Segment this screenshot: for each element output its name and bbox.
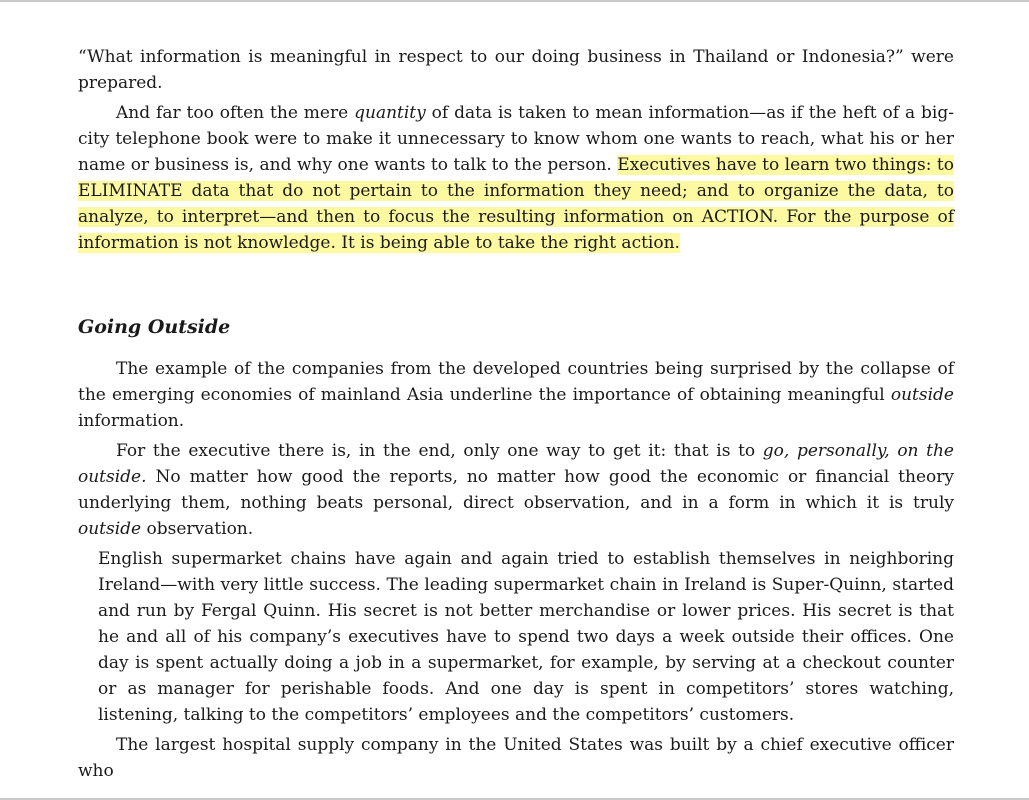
paragraph-text: English supermarket chains have again and again tried to establish themselves in neighboring Ireland—with very little success. The leading supermarket chain in Ireland is Super-Quinn, started and run by Fergal Quinn. His secret is not better merchandise or lower prices. His secret is that he and all of his company’s executives have to spend two days a week outside their offices. One day is spent actually doing a job in a supermarket, for example, by serving at a checkout counter or as manager for perishable foods. And one day is spent in competitors’ stores watching, listening, talking to the competitors’ employees and the competitors’ customers. — [98, 549, 954, 725]
paragraph-go-outside — [78, 438, 954, 542]
paragraph-asia-example — [78, 356, 954, 434]
paragraph-text: No matter how good the reports, no matter how good the economic or financial theory underlying them, nothing beats personal, direct observation, and in a form in which it is truly — [78, 467, 954, 513]
paragraph-text: of data is taken to mean information—as if the heft of a big-city telephone book were to make it unnecessary to know whom one wants to reach, what his or her name or business is, and why one wants to talk to the person. — [78, 103, 954, 175]
paragraph-text: The example of the companies from the developed countries being surprised by the collapse of the emerging economies of mainland Asia underline the importance of obtaining meaningful — [78, 359, 954, 405]
paragraph-text: And far too often the mere — [116, 103, 355, 123]
italic-word: outside — [890, 385, 954, 405]
italic-word: outside — [78, 519, 142, 539]
paragraph-text: The largest hospital supply company in the United States was built by a chief executive officer who — [78, 735, 954, 781]
paragraph-text: For the executive there is, in the end, only one way to get it: that is to — [116, 441, 763, 461]
block-example-superquinn — [98, 546, 954, 728]
paragraph-hospital-supply — [78, 732, 954, 784]
paragraph-text: observation. — [141, 519, 254, 539]
paragraph-quantity-of-data — [78, 100, 954, 256]
paragraph-text: information. — [78, 411, 185, 431]
italic-phrase: go, personally, on the outside. — [78, 441, 954, 487]
paragraph-continuation — [78, 44, 954, 96]
document-page — [78, 44, 954, 788]
paragraph-text: “What information is meaningful in respect to our doing business in Thailand or Indonesia?” were prepared. — [78, 47, 954, 93]
italic-word: quantity — [354, 103, 426, 123]
highlighted-text[interactable]: Executives have to learn two things: to ELIMINATE data that do not pertain to the information they need; and to organize the data, to analyze, to interpret—and then to focus the resulting information on ACTION. For the purpose of information is not knowledge. It is being able to take the right action. — [78, 155, 954, 253]
section-heading: Going Outside — [78, 316, 231, 338]
